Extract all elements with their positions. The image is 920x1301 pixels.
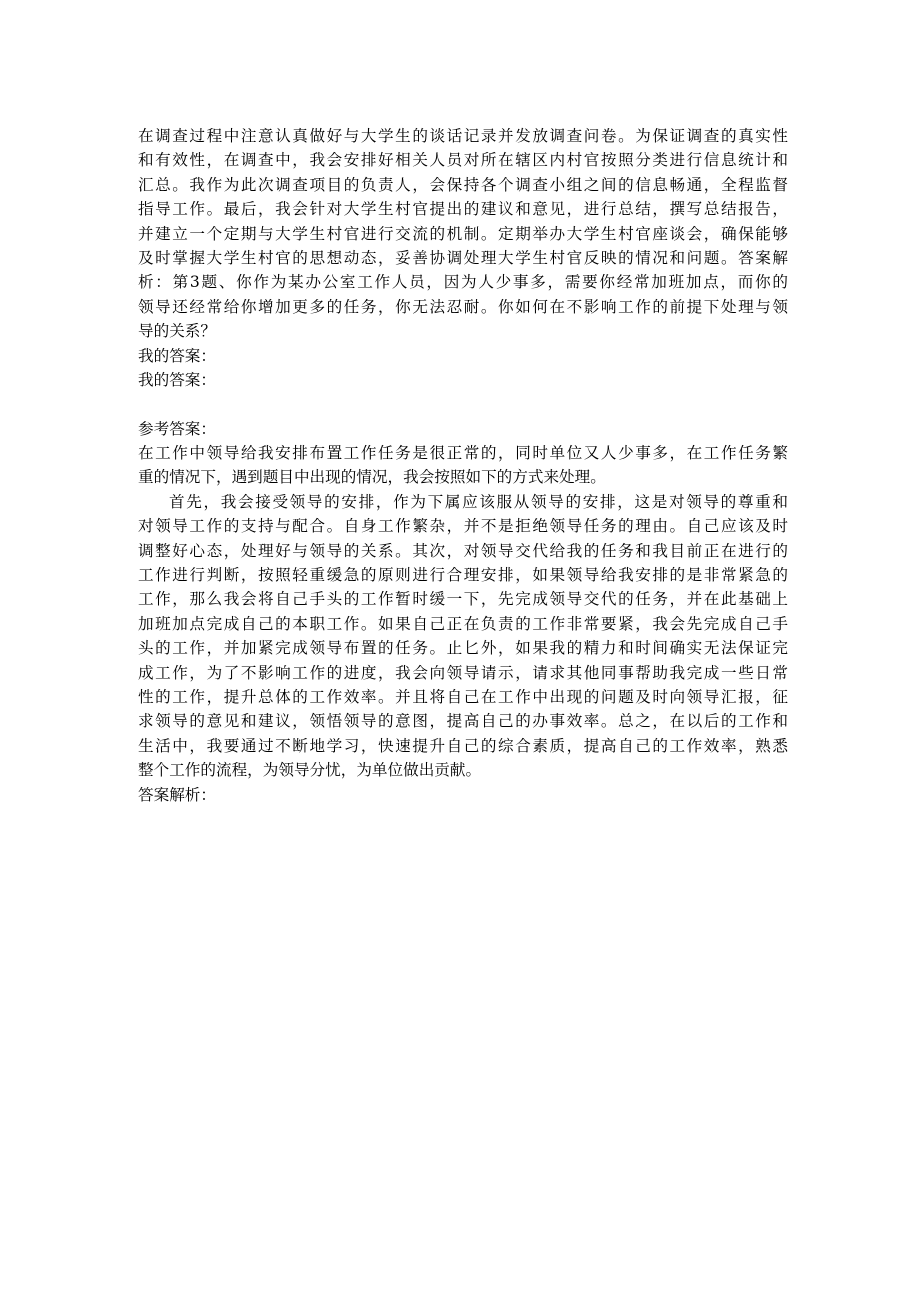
text-line: 对领导工作的支持与配合。自身工作繁杂，并不是拒绝领导任务的理由。自己应该及时 (138, 517, 788, 536)
text-line: 求领导的意见和建议，领悟领导的意图，提高自己的办事效率。总之，在以后的工作和 (138, 712, 788, 731)
my-answer-label: 我的答案： (138, 370, 216, 389)
text-line: 领导还经常给你增加更多的任务，你无法忍耐。你如何在不影响工作的前提下处理与领 (138, 297, 788, 316)
text-line: 并建立一个定期与大学生村官进行交流的机制。定期举办大学生村官座谈会，确保能够 (138, 224, 788, 243)
text-line: 汇总。我作为此次调查项目的负责人，会保持各个调查小组之间的信息畅通，全程监督 (138, 175, 788, 194)
text-line: 首先，我会接受领导的安排，作为下属应该服从领导的安排，这是对领导的尊重和 (169, 492, 788, 511)
text-line: 在调查过程中注意认真做好与大学生的谈话记录并发放调查问卷。为保证调查的真实性 (138, 127, 788, 145)
text-line: 在工作中领导给我安排布置工作任务是很正常的，同时单位又人少事多，在工作任务繁 (138, 444, 788, 463)
reference-answer-label: 参考答案： (138, 419, 216, 438)
text-line: 生活中，我要通过不断地学习，快速提升自己的综合素质，提高自己的工作效率，熟悉 (138, 736, 788, 755)
text-line: 导的关系？ (138, 322, 216, 341)
text-line: 析：第3题、你作为某办公室工作人员，因为人少事多，需要你经常加班加点，而你的 (138, 273, 788, 292)
text-line: 指导工作。最后，我会针对大学生村官提出的建议和意见，进行总结，撰写总结报告， (138, 200, 788, 219)
text-line: 工作进行判断，按照轻重缓急的原则进行合理安排，如果领导给我安排的是非常紧急的 (138, 566, 788, 585)
text-line: 性的工作，提升总体的工作效率。并且将自己在工作中出现的问题及时向领导汇报，征 (138, 687, 788, 706)
text-line: 重的情况下，遇到题目中出现的情况，我会按照如下的方式来处理。 (138, 468, 606, 487)
text-line: 整个工作的流程，为领导分忧，为单位做出贡献。 (138, 761, 482, 780)
text-line: 工作，那么我会将自己手头的工作暂时缓一下，先完成领导交代的任务，并在此基础上 (138, 590, 788, 609)
text-line: 和有效性，在调查中，我会安排好相关人员对所在辖区内村官按照分类进行信息统计和 (138, 151, 788, 170)
text-line: 及时掌握大学生村官的思想动态，妥善协调处理大学生村官反映的情况和问题。答案解 (138, 248, 788, 267)
question-paragraph (138, 124, 788, 344)
spacer (138, 392, 788, 416)
answer-analysis-label: 答案解析： (138, 785, 216, 804)
my-answer-label: 我的答案： (138, 346, 216, 365)
answer-body-paragraph (138, 490, 788, 783)
text-line: 加班加点完成自己的本职工作。如果自己正在负责的工作非常要紧，我会先完成自己手 (138, 614, 788, 633)
text-line: 成工作，为了不影响工作的进度，我会向领导请示，请求其他同事帮助我完成一些日常 (138, 663, 788, 682)
answer-intro-paragraph (138, 441, 788, 490)
text-line: 调整好心态，处理好与领导的关系。其次，对领导交代给我的任务和我目前正在进行的 (138, 541, 788, 560)
text-line: 头的工作，并加紧完成领导布置的任务。止匕外，如果我的精力和时间确实无法保证完 (138, 639, 788, 658)
document-body (138, 124, 788, 807)
